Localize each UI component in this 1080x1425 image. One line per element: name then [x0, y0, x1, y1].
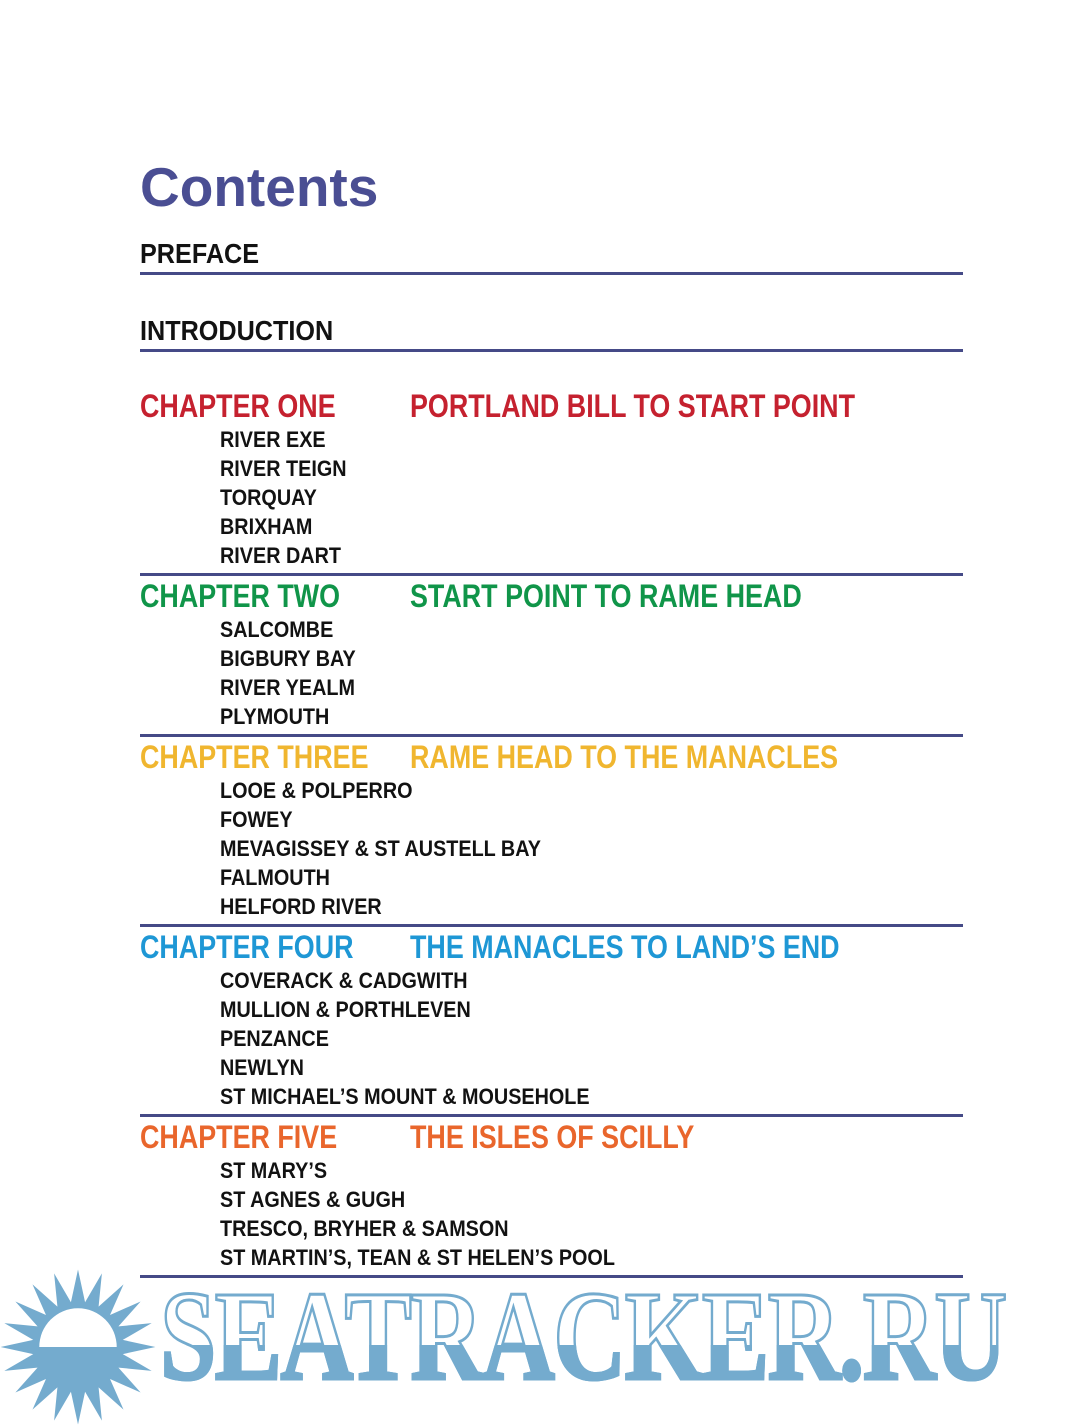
toc-sub-item [140, 615, 963, 644]
toc-sub-item-label: ST AGNES & GUGH [220, 1187, 406, 1212]
chapter-title: THE ISLES OF SCILLY [410, 1119, 695, 1155]
chapter-heading [140, 1121, 963, 1153]
toc-sub-item-label: RIVER TEIGN [220, 456, 347, 481]
toc-sub-item [140, 673, 963, 702]
toc-sub-item-label: RIVER EXE [220, 427, 326, 452]
front-matter-label: INTRODUCTION [140, 315, 334, 346]
chapter-section [140, 390, 963, 576]
toc-sub-item [140, 995, 963, 1024]
toc-sub-item-label: PENZANCE [220, 1026, 329, 1051]
toc-sub-item [140, 1082, 963, 1111]
toc-sub-item [140, 863, 963, 892]
chapter-title: THE MANACLES TO LAND’S END [410, 929, 840, 965]
toc-sub-item-label: ST MARTIN’S, TEAN & ST HELEN’S POOL [220, 1245, 615, 1270]
watermark-text: SEATRACKER.RU [160, 1265, 1006, 1407]
toc-sub-item-label: NEWLYN [220, 1055, 304, 1080]
toc-sub-item-label: PLYMOUTH [220, 704, 330, 729]
toc-sub-item [140, 1156, 963, 1185]
toc-sub-item [140, 1185, 963, 1214]
sun-logo-icon [0, 1262, 163, 1425]
chapter-heading [140, 741, 963, 773]
toc-sub-item-label: FOWEY [220, 807, 293, 832]
front-matter-label: PREFACE [140, 238, 260, 269]
front-matter-list [140, 240, 963, 352]
toc-sub-item-label: MEVAGISSEY & ST AUSTELL BAY [220, 836, 541, 861]
toc-sub-item [140, 644, 963, 673]
toc-sub-item [140, 702, 963, 731]
toc-sub-item-label: HELFORD RIVER [220, 894, 382, 919]
toc-sub-item [140, 1214, 963, 1243]
chapter-section [140, 931, 963, 1117]
chapter-heading [140, 390, 963, 422]
toc-sub-item [140, 892, 963, 921]
toc-content [140, 156, 963, 1278]
toc-sub-item-label: RIVER YEALM [220, 675, 355, 700]
chapter-subsection-list [140, 776, 963, 921]
toc-sub-item [140, 425, 963, 454]
chapter-subsection-list [140, 425, 963, 570]
chapter-number-label: CHAPTER ONE [140, 388, 336, 424]
page-title: Contents [140, 156, 379, 218]
chapter-heading [140, 931, 963, 963]
chapter-number-label: CHAPTER FIVE [140, 1119, 338, 1155]
chapter-title: START POINT TO RAME HEAD [410, 578, 802, 614]
watermark [0, 1255, 1080, 1425]
chapter-section [140, 580, 963, 737]
toc-sub-item-label: COVERACK & CADGWITH [220, 968, 468, 993]
chapter-title: PORTLAND BILL TO START POINT [410, 388, 856, 424]
front-matter-introduction [140, 317, 963, 352]
toc-sub-item [140, 541, 963, 570]
chapter-number-label: CHAPTER THREE [140, 739, 369, 775]
toc-sub-item [140, 483, 963, 512]
chapter-section [140, 741, 963, 927]
toc-sub-item [140, 512, 963, 541]
toc-sub-item [140, 776, 963, 805]
toc-sub-item [140, 1024, 963, 1053]
toc-sub-item [140, 1053, 963, 1082]
front-matter-preface [140, 240, 963, 275]
toc-sub-item-label: BIGBURY BAY [220, 646, 356, 671]
toc-sub-item-label: RIVER DART [220, 543, 342, 568]
toc-sub-item-label: BRIXHAM [220, 514, 313, 539]
chapter-number-label: CHAPTER TWO [140, 578, 341, 614]
chapter-subsection-list [140, 966, 963, 1111]
chapter-list [140, 390, 963, 1278]
toc-sub-item-label: LOOE & POLPERRO [220, 778, 413, 803]
toc-sub-item [140, 834, 963, 863]
toc-sub-item [140, 966, 963, 995]
toc-sub-item-label: TORQUAY [220, 485, 317, 510]
toc-sub-item [140, 805, 963, 834]
toc-sub-item-label: MULLION & PORTHLEVEN [220, 997, 471, 1022]
chapter-subsection-list [140, 615, 963, 731]
toc-sub-item-label: ST MARY’S [220, 1158, 328, 1183]
toc-sub-item-label: FALMOUTH [220, 865, 330, 890]
toc-sub-item-label: SALCOMBE [220, 617, 334, 642]
toc-sub-item [140, 454, 963, 483]
toc-sub-item-label: TRESCO, BRYHER & SAMSON [220, 1216, 509, 1241]
chapter-heading [140, 580, 963, 612]
chapter-title: RAME HEAD TO THE MANACLES [410, 739, 839, 775]
chapter-number-label: CHAPTER FOUR [140, 929, 354, 965]
toc-sub-item-label: ST MICHAEL’S MOUNT & MOUSEHOLE [220, 1084, 590, 1109]
